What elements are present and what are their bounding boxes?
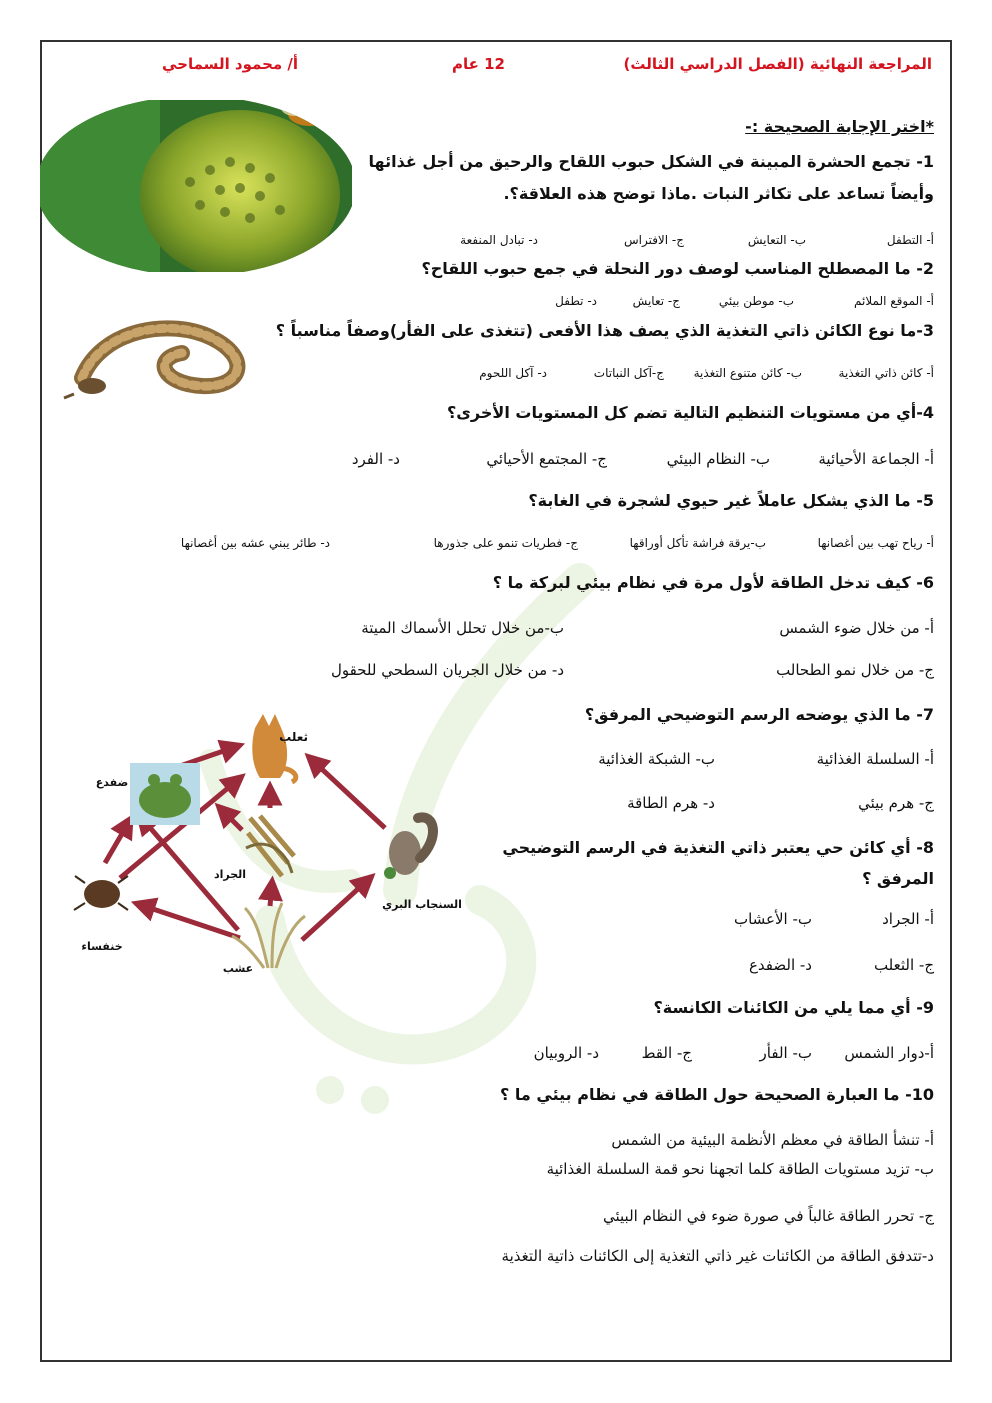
q7-option-c[interactable]: ج- هرم بيئي: [858, 794, 934, 812]
q7-option-a[interactable]: أ- السلسلة الغذائية: [816, 750, 934, 768]
q10-option-c[interactable]: ج- تحرر الطاقة غالباً في صورة ضوء في النظام البيئي: [602, 1207, 934, 1225]
food-web-diagram: [60, 708, 470, 978]
q9-line1: 9- أي مما يلي من الكائنات الكانسة؟: [653, 998, 934, 1017]
q1-line1: 1- تجمع الحشرة المبينة في الشكل حبوب اللقاح والرحيق من أجل غذائها: [368, 152, 934, 171]
q1-option-a[interactable]: أ- التطفل: [886, 233, 934, 247]
q4-option-a[interactable]: أ- الجماعة الأحيائية: [818, 450, 934, 468]
squirrel-icon: [384, 817, 433, 879]
q9-option-d[interactable]: د- الروبيان: [533, 1044, 599, 1062]
instruction: *اختر الإجابة الصحيحة :-: [745, 117, 934, 136]
grass-label: عشب: [222, 962, 254, 975]
fox-label: ثعلب: [279, 730, 308, 744]
q9-option-c[interactable]: ج- القط: [641, 1044, 692, 1062]
q10-option-b[interactable]: ب- تزيد مستويات الطاقة كلما اتجهنا نحو قمة السلسلة الغذائية: [546, 1160, 934, 1178]
q3-line1: 3-ما نوع الكائن ذاتي التغذية الذي يصف هذا الأفعى (تتغذى على الفأر)وصفاً مناسباً ؟: [275, 321, 934, 340]
q1-option-b[interactable]: ب- التعايش: [747, 233, 806, 247]
beetle-label: خنفساء: [81, 940, 123, 953]
q8-option-d[interactable]: د- الضفدع: [748, 956, 812, 974]
q5-option-d[interactable]: د- طائر يبني عشه بين أغصانها: [180, 536, 330, 550]
q4-option-c[interactable]: ج- المجتمع الأحيائي: [486, 450, 607, 468]
frog-label: ضفدع: [95, 776, 129, 789]
q2-option-b[interactable]: ب- موطن بيئي: [718, 294, 794, 308]
locust-icon: [246, 816, 294, 876]
q2-option-a[interactable]: أ- الموقع الملائم: [854, 294, 934, 308]
q6-option-a[interactable]: أ- من خلال ضوء الشمس: [779, 619, 934, 637]
q8-line1: 8- أي كائن حي يعتبر ذاتي التغذية في الرسم التوضيحي: [502, 838, 934, 857]
q6-line1: 6- كيف تدخل الطاقة لأول مرة في نظام بيئي لبركة ما ؟: [492, 573, 934, 592]
q6-option-d[interactable]: د- من خلال الجريان السطحي للحقول: [330, 661, 564, 679]
q4-option-d[interactable]: د- الفرد: [351, 450, 400, 468]
beetle-icon: [74, 876, 128, 910]
exam-title: المراجعة النهائية (الفصل الدراسي الثالث): [623, 55, 932, 73]
q1-line2: وأيضاً تساعد على تكاثر النبات .ماذا توضح هذه العلاقة؟.: [503, 184, 934, 203]
q9-option-b[interactable]: ب- الفأر: [759, 1044, 812, 1062]
q10-option-a[interactable]: أ- تنشأ الطاقة في معظم الأنظمة البيئية من الشمس: [611, 1131, 934, 1149]
snake-image: [62, 308, 267, 400]
q10-option-d[interactable]: د-تتدفق الطاقة من الكائنات غير ذاتي التغذية إلى الكائنات ذاتية التغذية: [501, 1247, 934, 1265]
bee-flower-image: [40, 100, 352, 272]
frog-icon: [130, 763, 200, 825]
q8-option-b[interactable]: ب- الأعشاب: [733, 910, 812, 928]
grade-label: 12 عام: [452, 55, 505, 73]
q3-option-a[interactable]: أ- كائن ذاتي التغذية: [838, 366, 934, 380]
q5-option-a[interactable]: أ- رياح تهب بين أغصانها: [817, 536, 934, 550]
q7-option-b[interactable]: ب- الشبكة الغذائية: [598, 750, 715, 768]
locust-label: الجراد: [213, 868, 247, 881]
q6-option-c[interactable]: ج- من خلال نمو الطحالب: [776, 661, 934, 679]
q8-option-a[interactable]: أ- الجراد: [882, 910, 934, 928]
q6-option-b[interactable]: ب-من خلال تحلل الأسماك الميتة: [361, 619, 564, 637]
q7-option-d[interactable]: د- هرم الطاقة: [627, 794, 715, 812]
q8-line2: المرفق ؟: [862, 869, 934, 888]
grass-icon: [232, 903, 305, 968]
q3-option-b[interactable]: ب- كائن متنوع التغذية: [693, 366, 802, 380]
q1-option-d[interactable]: د- تبادل المنفعة: [460, 233, 538, 247]
q8-option-c[interactable]: ج- الثعلب: [873, 956, 934, 974]
q1-option-c[interactable]: ج- الافتراس: [623, 233, 684, 247]
q4-option-b[interactable]: ب- النظام البيئي: [666, 450, 770, 468]
q4-line1: 4-أي من مستويات التنظيم التالية تضم كل المستويات الأخرى؟: [446, 403, 934, 422]
q2-option-d[interactable]: د- تطفل: [555, 294, 597, 308]
q2-option-c[interactable]: ج- تعايش: [632, 294, 680, 308]
q7-line1: 7- ما الذي يوضحه الرسم التوضيحي المرفق؟: [584, 705, 934, 724]
squirrel-label: السنجاب البري: [382, 898, 462, 911]
fox-icon: [252, 714, 296, 782]
teacher-name: أ/ محمود السماحي: [162, 55, 299, 73]
q5-line1: 5- ما الذي يشكل عاملاً غير حيوي لشجرة في الغابة؟: [528, 491, 934, 510]
q3-option-c[interactable]: ج-آكل النباتات: [593, 366, 664, 380]
q3-option-d[interactable]: د- آكل اللحوم: [479, 366, 547, 380]
q5-option-c[interactable]: ج- فطريات تنمو على جذورها: [433, 536, 578, 550]
q10-line1: 10- ما العبارة الصحيحة حول الطاقة في نظام بيئي ما ؟: [500, 1085, 934, 1104]
q2-line1: 2- ما المصطلح المناسب لوصف دور النحلة في جمع حبوب اللقاح؟: [421, 259, 934, 278]
q5-option-b[interactable]: ب-يرقة فراشة تأكل أوراقها: [629, 536, 766, 550]
q9-option-a[interactable]: أ-دوار الشمس: [844, 1044, 934, 1062]
